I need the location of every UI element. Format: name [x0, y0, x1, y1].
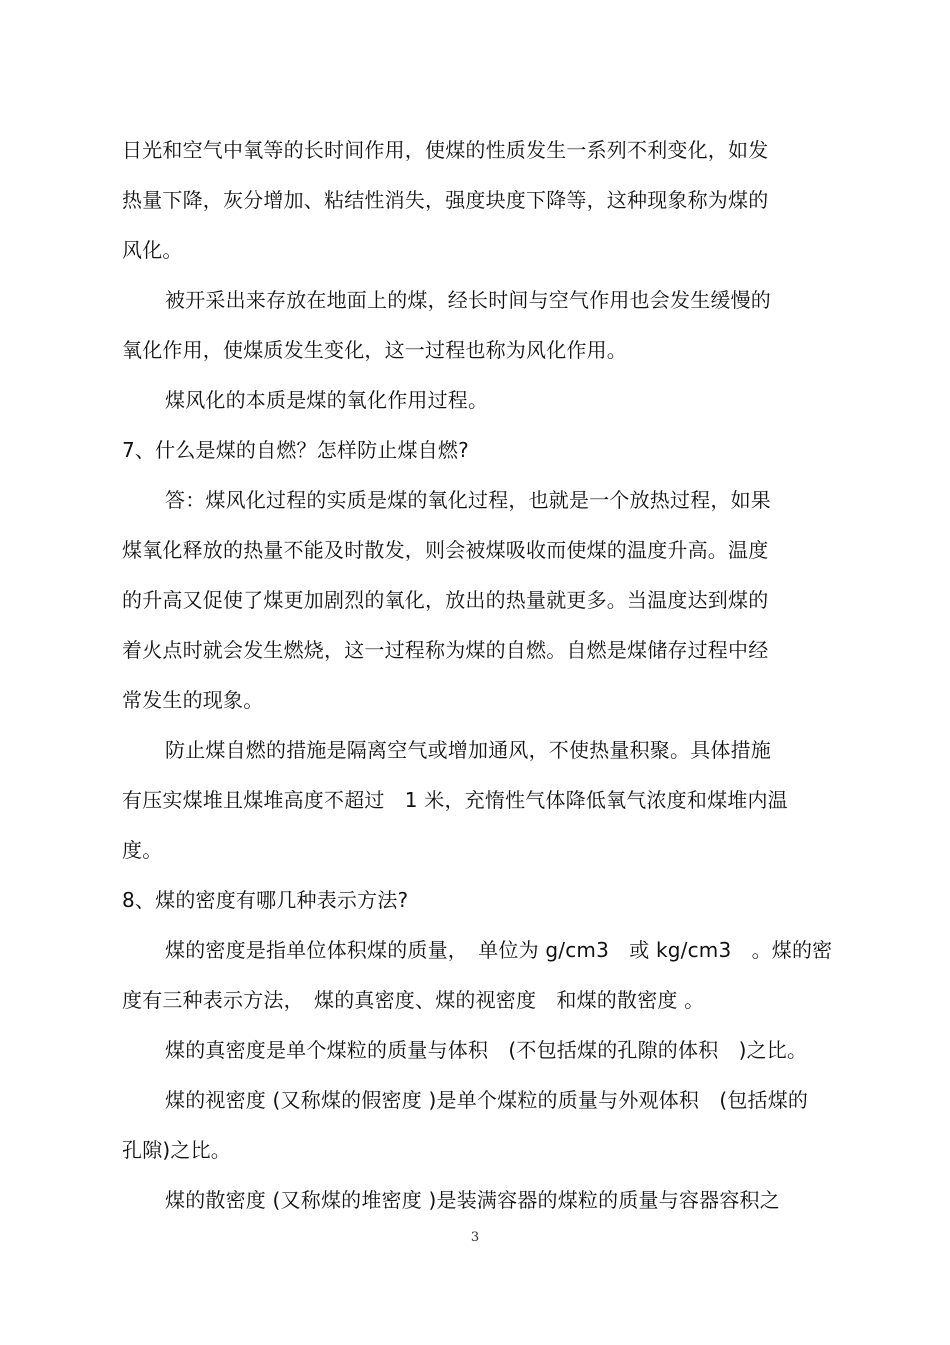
page-number: 3 [470, 1230, 480, 1245]
paragraph-start: 煤的散密度 (又称煤的堆密度 )是装满容器的煤粒的质量与容器容积之 [165, 1188, 780, 1212]
text-line: 日光和空气中氧等的长时间作用，使煤的性质发生一系列不利变化，如发 [122, 138, 769, 162]
text-line: 风化。 [122, 238, 183, 262]
paragraph-start: 煤的密度是指单位体积煤的质量， 单位为 g/cm3 或 kg/cm3 。煤的密 [165, 938, 833, 962]
paragraph-start: 防止煤自燃的措施是隔离空气或增加通风，不使热量积聚。具体措施 [165, 738, 771, 762]
text-line: 有压实煤堆且煤堆高度不超过 1 米，充惰性气体降低氧气浓度和煤堆内温 [122, 788, 788, 812]
question-heading-7: 7、什么是煤的自燃？怎样防止煤自燃? [122, 438, 469, 462]
text-line: 着火点时就会发生燃烧，这一过程称为煤的自燃。自燃是煤储存过程中经 [122, 638, 769, 662]
text-line: 煤氧化释放的热量不能及时散发，则会被煤吸收而使煤的温度升高。温度 [122, 538, 769, 562]
text-line: 度有三种表示方法， 煤的真密度、煤的视密度 和煤的散密度 。 [122, 988, 705, 1012]
paragraph-start: 煤风化的本质是煤的氧化作用过程。 [165, 388, 489, 412]
paragraph-start: 煤的真密度是单个煤粒的质量与体积 (不包括煤的孔隙的体积 )之比。 [165, 1038, 808, 1062]
paragraph-start: 煤的视密度 (又称煤的假密度 )是单个煤粒的质量与外观体积 (包括煤的 [165, 1088, 809, 1112]
text-line: 孔隙)之比。 [122, 1138, 232, 1162]
text-line: 氧化作用，使煤质发生变化，这一过程也称为风化作用。 [122, 338, 627, 362]
text-line: 度。 [122, 838, 163, 862]
text-line: 热量下降，灰分增加、粘结性消失，强度块度下降等，这种现象称为煤的 [122, 188, 769, 212]
answer-start: 答：煤风化过程的实质是煤的氧化过程，也就是一个放热过程，如果 [165, 488, 771, 512]
text-line: 的升高又促使了煤更加剧烈的氧化，放出的热量就更多。当温度达到煤的 [122, 588, 769, 612]
paragraph-start: 被开采出来存放在地面上的煤，经长时间与空气作用也会发生缓慢的 [165, 288, 771, 312]
text-line: 常发生的现象。 [122, 688, 264, 712]
question-heading-8: 8、煤的密度有哪几种表示方法? [122, 888, 409, 912]
